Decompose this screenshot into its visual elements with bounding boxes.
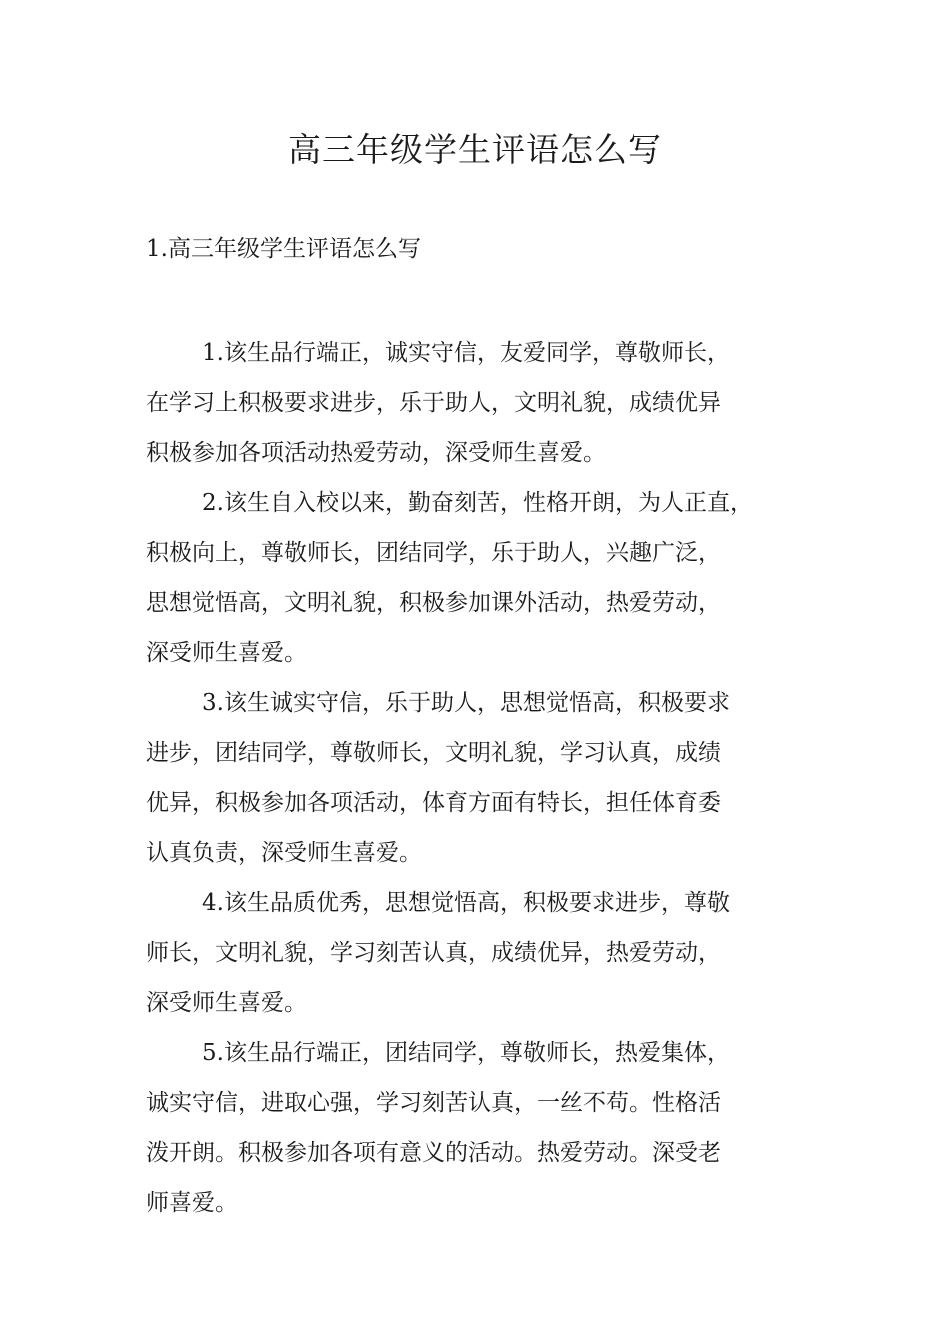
- paragraph-line: 进步，团结同学，尊敬师长，文明礼貌，学习认真，成绩: [146, 740, 721, 766]
- paragraph-line: 积极参加各项活动热爱劳动，深受师生喜爱。: [146, 440, 606, 466]
- paragraph-line: 诚实守信，进取心强，学习刻苦认真，一丝不苟。性格活: [146, 1090, 721, 1116]
- paragraph-line: 4.该生品质优秀，思想觉悟高，积极要求进步，尊敬: [202, 890, 730, 916]
- paragraph-line: 5.该生品行端正，团结同学，尊敬师长，热爱集体，: [202, 1040, 730, 1066]
- document-title: 高三年级学生评语怎么写: [288, 130, 662, 169]
- paragraph-1: [146, 328, 836, 478]
- paragraph-line: 泼开朗。积极参加各项有意义的活动。热爱劳动。深受老: [146, 1140, 721, 1166]
- paragraph-line: 思想觉悟高，文明礼貌，积极参加课外活动，热爱劳动，: [146, 590, 721, 616]
- paragraph-line: 1.该生品行端正，诚实守信，友爱同学，尊敬师长，: [202, 340, 730, 366]
- paragraph-3: [146, 678, 836, 878]
- paragraph-4: [146, 878, 836, 1028]
- paragraph-line: 认真负责，深受师生喜爱。: [146, 840, 422, 866]
- section-heading: 1.高三年级学生评语怎么写: [146, 236, 421, 262]
- paragraph-line: 深受师生喜爱。: [146, 640, 307, 666]
- paragraph-line: 师长，文明礼貌，学习刻苦认真，成绩优异，热爱劳动，: [146, 940, 721, 966]
- paragraph-line: 积极向上，尊敬师长，团结同学，乐于助人，兴趣广泛，: [146, 540, 721, 566]
- paragraph-line: 在学习上积极要求进步，乐于助人，文明礼貌，成绩优异: [146, 390, 721, 416]
- paragraph-line: 3.该生诚实守信，乐于助人，思想觉悟高，积极要求: [202, 690, 730, 716]
- document-body: [146, 328, 836, 1228]
- paragraph-2: [146, 478, 836, 678]
- paragraph-line: 优异，积极参加各项活动，体育方面有特长，担任体育委: [146, 790, 721, 816]
- paragraph-5: [146, 1028, 836, 1228]
- paragraph-line: 深受师生喜爱。: [146, 990, 307, 1016]
- paragraph-line: 师喜爱。: [146, 1190, 238, 1216]
- paragraph-line: 2.该生自入校以来，勤奋刻苦，性格开朗，为人正直，: [202, 490, 753, 516]
